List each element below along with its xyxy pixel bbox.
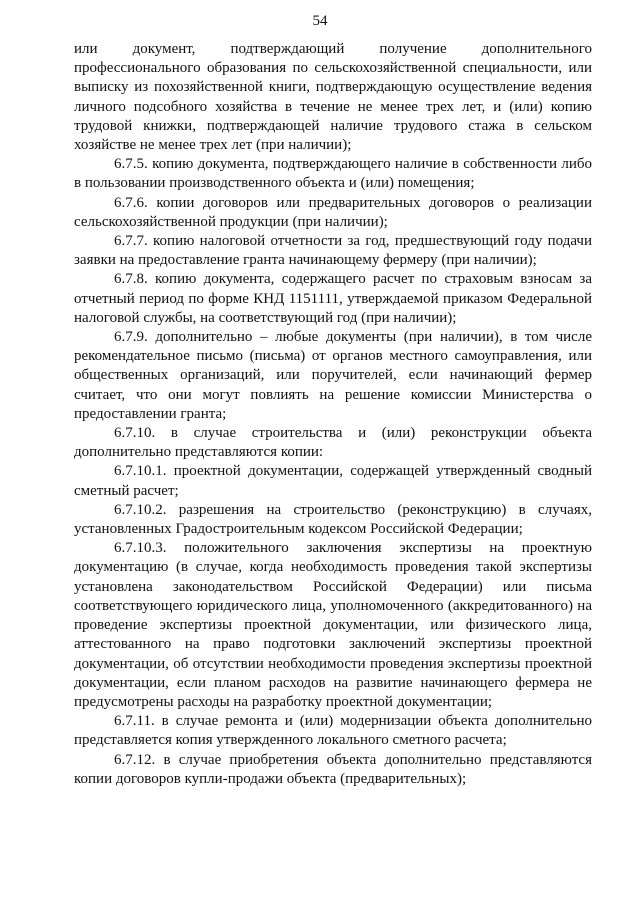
paragraph-6-7-10: 6.7.10. в случае строительства и (или) реконструкции объекта дополнительно представляются копии: <box>74 425 592 461</box>
paragraph-6-7-6: 6.7.6. копии договоров или предварительных договоров о реализации сельскохозяйственной продукции (при наличии); <box>74 194 592 230</box>
paragraph-6-7-9: 6.7.9. дополнительно – любые документы (при наличии), в том числе рекомендательное письмо (письма) от органов местного самоуправления, или общественных организаций, или поручителей, если начинающий фермер считает, что они могут повлиять на решение комиссии Министерства о предоставлении гранта; <box>74 329 592 422</box>
document-body <box>74 40 592 789</box>
page-number: 54 <box>312 13 328 29</box>
paragraph-6-7-10-2: 6.7.10.2. разрешения на строительство (реконструкцию) в случаях, установленных Градостроительным кодексом Российской Федерации; <box>74 501 592 538</box>
paragraph-6-7-11: 6.7.11. в случае ремонта и (или) модернизации объекта дополнительно представляется копия утвержденного локального сметного расчета; <box>74 713 592 749</box>
paragraph-continuation: или документ, подтверждающий получение дополнительного профессионального образования по сельскохозяйственной специальности, или выписку из похозяйственной книги, подтверждающую осуществление ведения личного подсобного хозяйства в течение не менее трех лет, и (или) копию трудовой книжки, подтверждающей наличие трудового стажа в сельском хозяйстве не менее трех лет (при наличии); <box>74 41 592 154</box>
paragraph-6-7-7: 6.7.7. копию налоговой отчетности за год, предшествующий году подачи заявки на предоставление гранта начинающему фермеру (при наличии); <box>74 233 592 269</box>
paragraph-6-7-8: 6.7.8. копию документа, содержащего расчет по страховым взносам за отчетный период по форме КНД 1151111, утверждаемой приказом Федеральной налоговой службы, на соответствующий год (при наличии); <box>74 271 592 326</box>
paragraph-6-7-10-1: 6.7.10.1. проектной документации, содержащей утвержденный сводный сметный расчет; <box>74 463 592 499</box>
paragraph-6-7-12: 6.7.12. в случае приобретения объекта дополнительно представляются копии договоров купли-продажи объекта (предварительных); <box>74 751 592 787</box>
paragraph-6-7-5: 6.7.5. копию документа, подтверждающего наличие в собственности либо в пользовании производственного объекта и (или) помещения; <box>74 156 592 192</box>
paragraph-6-7-10-3: 6.7.10.3. положительного заключения экспертизы на проектную документацию (в случае, когда необходимость проведения такой экспертизы установлена законодательством Российской Федерации) или письма соответствующего юридического лица, уполномоченного (аккредитованного) на проведение экспертизы проектной документации, или физического лица, аттестованного на право подготовки заключений экспертизы проектной документации, об отсутствии необходимости проведения экспертизы проектной документации, если планом расходов на развитие начинающего фермера не предусмотрены расходы на разработку проектной документации; <box>74 540 592 710</box>
